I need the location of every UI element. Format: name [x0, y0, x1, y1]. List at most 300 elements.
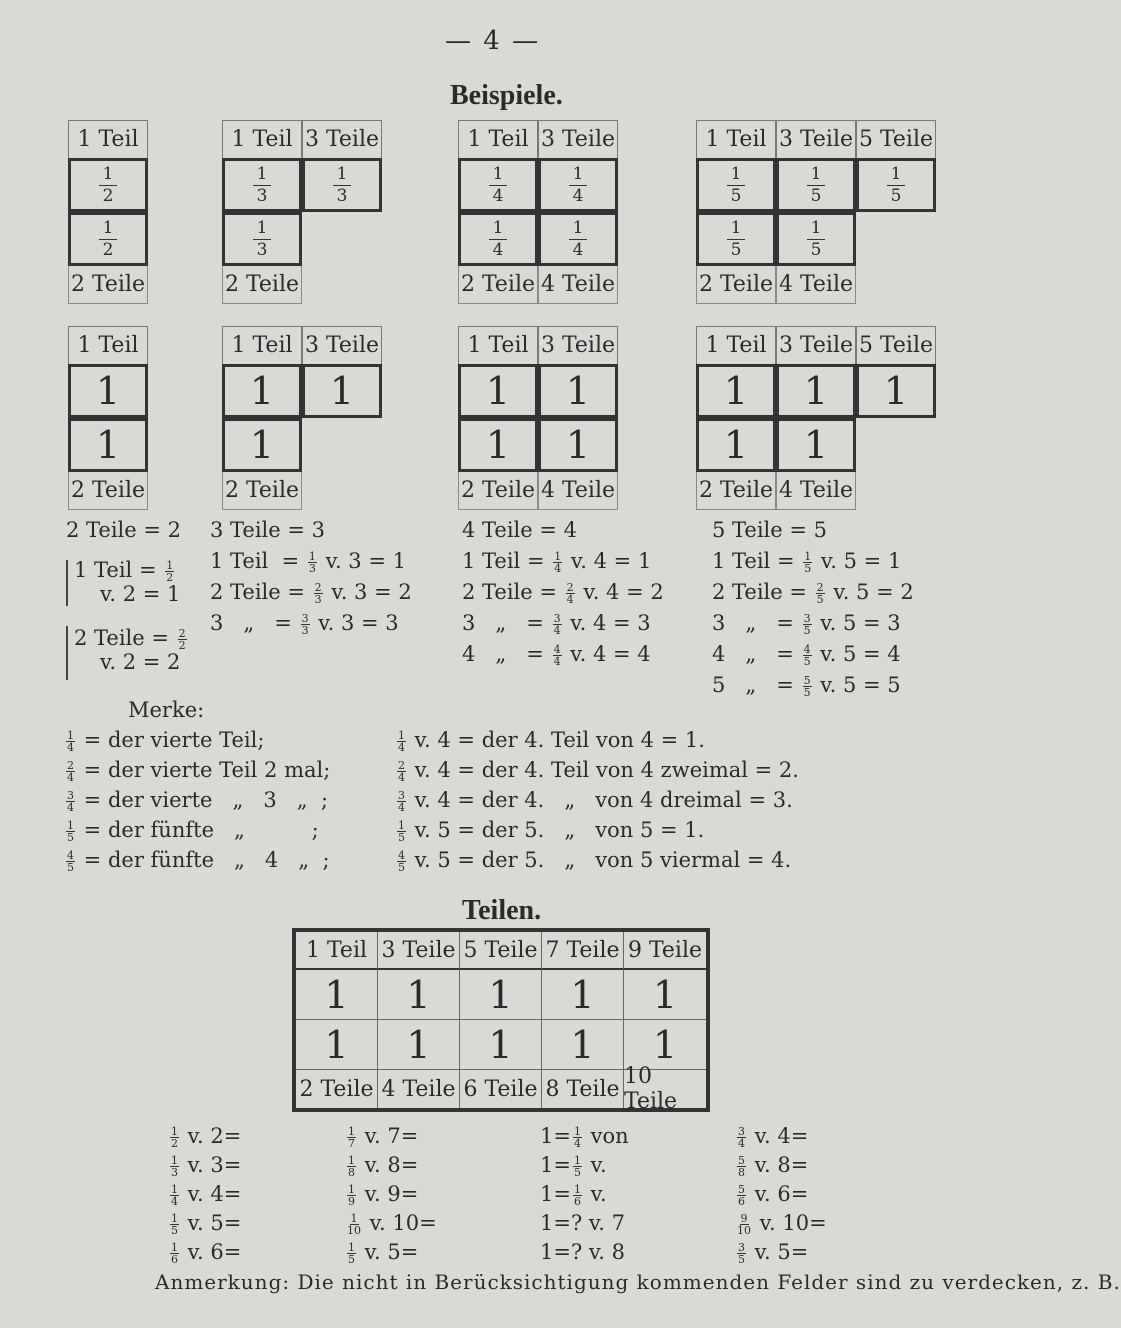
eq-col1-b2a: [74, 626, 189, 651]
math-text: = der vierte Teil 2 mal;: [77, 758, 331, 782]
eq-col1-line1: 2 Teile = 2: [66, 518, 182, 542]
fraction-numerator: 1: [573, 1183, 581, 1196]
fraction-numerator: 1: [67, 729, 74, 742]
fraction-denominator: 5: [803, 624, 811, 637]
merke-line: [64, 788, 328, 813]
fraction-numerator: 4: [803, 643, 811, 656]
fraction-denominator: 4: [67, 801, 74, 814]
fraction-numerator: 1: [727, 220, 746, 240]
column-label-top: 5 Teile: [856, 120, 936, 158]
exercise-line: [540, 1124, 629, 1149]
column-label-bottom: 8 Teile: [542, 1070, 624, 1108]
exercise-line: [735, 1124, 808, 1149]
math-text: v. 4 = der 4. Teil von 4 = 1.: [408, 728, 705, 752]
grid-cell: [538, 212, 618, 266]
fraction-denominator: 6: [171, 1253, 178, 1266]
merke-line: [64, 848, 330, 873]
fraction-numerator: 3: [398, 789, 405, 802]
fraction-denominator: 4: [554, 562, 562, 575]
fraction-numerator: 1: [573, 1125, 581, 1138]
fraction: [301, 613, 310, 636]
exercise-line: [540, 1153, 607, 1178]
fraction: [170, 1155, 179, 1178]
fraction: [397, 820, 406, 843]
fraction: [314, 582, 323, 605]
math-text: v. 5=: [358, 1240, 419, 1264]
column-label-bottom: 2 Teile: [222, 266, 302, 304]
fraction: [807, 217, 826, 260]
fraction: [573, 1155, 582, 1178]
fraction: [566, 582, 575, 605]
column-label-bottom: 2 Teile: [696, 472, 776, 510]
fraction-numerator: 1: [804, 550, 812, 563]
fraction-numerator: 1: [171, 1183, 178, 1196]
fraction: [347, 1242, 356, 1265]
exercise-line: [540, 1211, 625, 1235]
grid-cell: 1: [696, 418, 776, 472]
column-label-top: 9 Teile: [624, 932, 706, 970]
fraction: [737, 1242, 746, 1265]
fraction-numerator: 2: [314, 581, 322, 594]
math-text: 2 Teile =: [462, 580, 564, 604]
grid-cell: 1: [222, 364, 302, 418]
grid-cell: 1: [856, 364, 936, 418]
merke-line: [64, 758, 330, 783]
fraction-numerator: 1: [573, 1154, 581, 1167]
column-label-bottom: 6 Teile: [460, 1070, 542, 1108]
math-text: v. 7=: [358, 1124, 419, 1148]
math-text: v. 4 = 2: [576, 580, 664, 604]
math-text: v. 5 = 5: [813, 673, 901, 697]
math-text: v. 8=: [748, 1153, 809, 1177]
grid-cell: [458, 212, 538, 266]
equation-line: [712, 518, 827, 542]
fraction-denominator: 5: [398, 861, 405, 874]
fraction-numerator: 2: [566, 581, 574, 594]
fraction-numerator: 1: [253, 220, 272, 240]
math-text: v. 4 = der 4. „ von 4 dreimal = 3.: [408, 788, 793, 812]
fraction: [347, 1184, 356, 1207]
fraction-denominator: 4: [398, 771, 405, 784]
column-label-top: 1 Teil: [68, 326, 148, 364]
fraction-denominator: 5: [67, 861, 74, 874]
fraction-numerator: 1: [569, 220, 588, 240]
grid-cell: 1: [458, 364, 538, 418]
column-label-top: 7 Teile: [542, 932, 624, 970]
fraction: [727, 217, 746, 260]
exercise-line: [168, 1124, 241, 1149]
fraction: [347, 1213, 361, 1236]
equation-line: [712, 673, 901, 698]
math-text: v. 5 = 3: [813, 611, 901, 635]
fraction-numerator: 2: [178, 627, 186, 640]
math-text: v. 5 = der 5. „ von 5 viermal = 4.: [408, 848, 792, 872]
fraction: [165, 560, 174, 583]
column-label-bottom: 2 Teile: [222, 472, 302, 510]
fraction-numerator: 1: [348, 1154, 355, 1167]
math-text: v. 3=: [181, 1153, 242, 1177]
column-label-top: 3 Teile: [302, 326, 382, 364]
column-label-top: 1 Teil: [222, 120, 302, 158]
fraction-numerator: 1: [887, 166, 906, 186]
grid-cell: 1: [460, 1020, 542, 1070]
fraction-numerator: 1: [171, 1212, 178, 1225]
fraction-denominator: 5: [810, 239, 822, 260]
math-text: = der vierte Teil;: [77, 728, 265, 752]
math-text: 1=: [540, 1124, 571, 1148]
eq-col1-b1a: [74, 558, 176, 583]
fraction-denominator: 9: [348, 1195, 355, 1208]
equation-line: [210, 518, 325, 542]
math-text: 5 „ =: [712, 673, 801, 697]
fraction-numerator: 3: [803, 612, 811, 625]
fraction-denominator: 6: [573, 1195, 581, 1208]
fraction: [347, 1155, 356, 1178]
fraction-numerator: 9: [740, 1212, 748, 1225]
exercise-line: [540, 1182, 607, 1207]
fraction: [737, 1213, 751, 1236]
math-text: 1 Teil =: [462, 549, 552, 573]
fraction-denominator: 4: [553, 655, 561, 668]
fraction-denominator: 5: [890, 185, 902, 206]
fraction-numerator: 1: [99, 166, 118, 186]
fraction-numerator: 1: [253, 166, 272, 186]
fraction: [727, 163, 746, 206]
fraction: [807, 163, 826, 206]
fraction: [347, 1126, 356, 1149]
fraction-denominator: 3: [308, 562, 316, 575]
column-label-top: 3 Teile: [302, 120, 382, 158]
fraction-numerator: 1: [727, 166, 746, 186]
exercise-line: [735, 1153, 808, 1178]
fraction-denominator: 2: [102, 185, 114, 206]
math-text: v. 3 = 2: [324, 580, 412, 604]
fraction-numerator: 1: [166, 559, 174, 572]
grid-cell: 1: [302, 364, 382, 418]
fraction: [553, 644, 562, 667]
math-text: 1 Teil =: [74, 558, 164, 582]
fraction-denominator: 4: [572, 185, 584, 206]
math-text: v. 5=: [748, 1240, 809, 1264]
equation-line: [712, 580, 914, 605]
fraction: [66, 760, 75, 783]
fraction-denominator: 5: [398, 831, 405, 844]
column-label-top: 3 Teile: [538, 120, 618, 158]
fraction-numerator: 1: [807, 220, 826, 240]
fraction-numerator: 3: [67, 789, 74, 802]
fraction-denominator: 5: [730, 185, 742, 206]
math-text: v. 4 = 4: [563, 642, 651, 666]
fraction-denominator: 4: [492, 185, 504, 206]
fraction: [99, 163, 118, 206]
math-text: von: [583, 1124, 629, 1148]
grid-cell: 1: [542, 1020, 624, 1070]
fraction: [397, 730, 406, 753]
fraction-numerator: 2: [398, 759, 405, 772]
exercise-line: [345, 1211, 437, 1236]
fraction-numerator: 1: [171, 1241, 178, 1254]
fraction-numerator: 2: [816, 581, 824, 594]
column-label-bottom: 4 Teile: [538, 472, 618, 510]
equation-line: [210, 580, 412, 605]
fraction-denominator: 5: [67, 831, 74, 844]
brace-1: [66, 560, 68, 606]
exercise-line: [345, 1182, 418, 1207]
fraction-denominator: 4: [398, 741, 405, 754]
math-text: v.: [583, 1182, 607, 1206]
exercise-line: [168, 1182, 241, 1207]
fraction: [397, 790, 406, 813]
fraction: [553, 551, 562, 574]
math-text: v. 5 = der 5. „ von 5 = 1.: [408, 818, 705, 842]
footnote: Anmerkung: Die nicht in Berücksichtigung kommenden Felder sind zu verdecken, z. B.: [155, 1270, 1121, 1294]
fraction-denominator: 8: [348, 1166, 355, 1179]
fraction-numerator: 3: [553, 612, 561, 625]
column-label-top: 5 Teile: [856, 326, 936, 364]
merke-line: [395, 758, 799, 783]
fraction: [170, 1184, 179, 1207]
merke-line: [395, 728, 705, 753]
fraction-numerator: 1: [171, 1125, 178, 1138]
fraction-numerator: 1: [171, 1154, 178, 1167]
fraction-denominator: 5: [573, 1166, 581, 1179]
equation-line: [462, 518, 577, 542]
fraction-denominator: 5: [348, 1253, 355, 1266]
math-text: v. 6=: [181, 1240, 242, 1264]
fraction-denominator: 4: [398, 801, 405, 814]
math-text: 1 Teil =: [210, 549, 306, 573]
fraction-numerator: 1: [67, 819, 74, 832]
grid-cell: 1: [296, 1020, 378, 1070]
grid-cell: 1: [458, 418, 538, 472]
column-label-bottom: 2 Teile: [696, 266, 776, 304]
fraction-denominator: 6: [738, 1195, 745, 1208]
exercise-line: [735, 1182, 808, 1207]
exercise-line: [168, 1211, 241, 1236]
fraction: [397, 760, 406, 783]
heading-division: Teilen.: [462, 895, 542, 926]
column-label-top: 1 Teil: [696, 326, 776, 364]
column-label-top: 1 Teil: [458, 326, 538, 364]
equation-line: [462, 580, 664, 605]
grid-cell: [458, 158, 538, 212]
grid-cell: 1: [542, 970, 624, 1020]
fraction: [569, 163, 588, 206]
grid-cell: 1: [776, 418, 856, 472]
math-text: v. 4=: [748, 1124, 809, 1148]
merke-line: [395, 848, 791, 873]
grid-cell: [222, 158, 302, 212]
fraction-numerator: 1: [398, 729, 405, 742]
column-label-top: 1 Teil: [222, 326, 302, 364]
equation-line: [712, 642, 901, 667]
math-text: 3 „ =: [210, 611, 299, 635]
column-label-bottom: 2 Teile: [458, 266, 538, 304]
fraction-numerator: 1: [489, 220, 508, 240]
math-text: v. 8=: [358, 1153, 419, 1177]
grid-cell: 1: [378, 970, 460, 1020]
math-text: v. 3 = 1: [318, 549, 406, 573]
column-label-bottom: 4 Teile: [776, 472, 856, 510]
eq-col1-b1b: v. 2 = 1: [100, 582, 181, 606]
math-text: 2 Teile =: [74, 626, 176, 650]
exercise-line: [168, 1240, 241, 1265]
grid-cell: [776, 158, 856, 212]
exercise-line: [540, 1240, 625, 1264]
fraction-numerator: 1: [569, 166, 588, 186]
fraction-denominator: 5: [738, 1253, 745, 1266]
fraction: [573, 1126, 582, 1149]
fraction-numerator: 1: [348, 1241, 355, 1254]
fraction: [253, 217, 272, 260]
equation-line: [210, 549, 406, 574]
fraction-numerator: 3: [301, 612, 309, 625]
math-text: 4 „ =: [462, 642, 551, 666]
fraction: [308, 551, 317, 574]
math-text: 1=? v. 8: [540, 1240, 625, 1264]
fraction: [573, 1184, 582, 1207]
fraction-denominator: 4: [553, 624, 561, 637]
merke-line: [395, 818, 704, 843]
fraction: [737, 1184, 746, 1207]
fraction: [737, 1126, 746, 1149]
fraction: [553, 613, 562, 636]
grid-cell: 1: [696, 364, 776, 418]
grid-cell: [68, 212, 148, 266]
fraction: [66, 790, 75, 813]
column-label-bottom: 2 Teile: [296, 1070, 378, 1108]
fraction-numerator: 1: [99, 220, 118, 240]
column-label-top: 3 Teile: [378, 932, 460, 970]
fraction-numerator: 4: [398, 849, 405, 862]
math-text: 2 Teile =: [210, 580, 312, 604]
fraction-numerator: 1: [350, 1212, 358, 1225]
grid-cell: 1: [222, 418, 302, 472]
math-text: 2 Teile =: [712, 580, 814, 604]
fraction: [397, 850, 406, 873]
exercise-line: [345, 1240, 418, 1265]
eq-col1-b2b: v. 2 = 2: [100, 650, 181, 674]
exercise-line: [735, 1240, 808, 1265]
fraction: [816, 582, 825, 605]
fraction-numerator: 1: [489, 166, 508, 186]
math-text: = der fünfte „ 4 „ ;: [77, 848, 330, 872]
fraction-denominator: 3: [314, 593, 322, 606]
equation-line: [462, 611, 651, 636]
fraction-denominator: 8: [738, 1166, 745, 1179]
fraction: [489, 163, 508, 206]
heading-examples: Beispiele.: [450, 80, 563, 111]
fraction-numerator: 3: [738, 1241, 745, 1254]
fraction-denominator: 2: [102, 239, 114, 260]
fraction-numerator: 1: [807, 166, 826, 186]
grid-cell: [222, 212, 302, 266]
equation-line: [462, 549, 651, 574]
grid-cell: 1: [68, 418, 148, 472]
fraction-denominator: 3: [256, 185, 268, 206]
column-label-top: 3 Teile: [776, 120, 856, 158]
math-text: v.: [583, 1153, 607, 1177]
math-text: 3 „ =: [712, 611, 801, 635]
fraction-denominator: 3: [336, 185, 348, 206]
fraction-denominator: 4: [67, 771, 74, 784]
grid-cell: 1: [776, 364, 856, 418]
fraction: [66, 850, 75, 873]
grid-cell: 1: [68, 364, 148, 418]
fraction-denominator: 4: [67, 741, 74, 754]
math-text: v. 5 = 2: [826, 580, 914, 604]
math-text: 4 „ =: [712, 642, 801, 666]
fraction: [803, 644, 812, 667]
fraction-denominator: 4: [572, 239, 584, 260]
exercise-line: [345, 1153, 418, 1178]
brace-2: [66, 626, 68, 680]
fraction-denominator: 4: [171, 1195, 178, 1208]
fraction: [887, 163, 906, 206]
math-text: v. 4 = 3: [563, 611, 651, 635]
merke-line: [395, 788, 793, 813]
fraction: [170, 1213, 179, 1236]
math-text: v. 5 = 4: [813, 642, 901, 666]
fraction-denominator: 5: [803, 686, 811, 699]
grid-cell: 1: [624, 970, 706, 1020]
fraction-denominator: 3: [256, 239, 268, 260]
fraction: [803, 551, 812, 574]
column-label-bottom: 10 Teile: [624, 1064, 678, 1114]
fraction: [253, 163, 272, 206]
equation-line: [462, 642, 651, 667]
math-text: 5 Teile = 5: [712, 518, 828, 542]
column-label-top: 1 Teil: [458, 120, 538, 158]
fraction-numerator: 4: [67, 849, 74, 862]
fraction: [803, 613, 812, 636]
grid-cell: 1: [624, 1020, 706, 1070]
fraction: [737, 1155, 746, 1178]
exercise-line: [168, 1153, 241, 1178]
merke-line: [64, 818, 319, 843]
column-label-bottom: 2 Teile: [458, 472, 538, 510]
fraction-numerator: 1: [308, 550, 316, 563]
merke-line: [64, 728, 264, 753]
equation-line: [210, 611, 399, 636]
column-label-top: 1 Teil: [68, 120, 148, 158]
fraction-denominator: 2: [171, 1137, 178, 1150]
fraction-denominator: 3: [301, 624, 309, 637]
math-text: = der fünfte „ ;: [77, 818, 319, 842]
fraction: [489, 217, 508, 260]
math-text: 3 Teile = 3: [210, 518, 326, 542]
exercise-line: [345, 1124, 418, 1149]
fraction-numerator: 5: [738, 1154, 745, 1167]
fraction-denominator: 4: [566, 593, 574, 606]
fraction: [170, 1242, 179, 1265]
fraction-denominator: 5: [810, 185, 822, 206]
math-text: v. 9=: [358, 1182, 419, 1206]
fraction: [333, 163, 352, 206]
grid-cell: 1: [538, 418, 618, 472]
fraction-denominator: 5: [803, 655, 811, 668]
fraction: [178, 628, 187, 651]
grid-cell: 1: [378, 1020, 460, 1070]
math-text: 4 Teile = 4: [462, 518, 578, 542]
grid-cell: [776, 212, 856, 266]
column-label-top: 3 Teile: [776, 326, 856, 364]
fraction-denominator: 4: [492, 239, 504, 260]
fraction-denominator: 5: [816, 593, 824, 606]
equation-line: [712, 611, 901, 636]
column-label-bottom: 4 Teile: [378, 1070, 460, 1108]
fraction-numerator: 5: [803, 674, 811, 687]
